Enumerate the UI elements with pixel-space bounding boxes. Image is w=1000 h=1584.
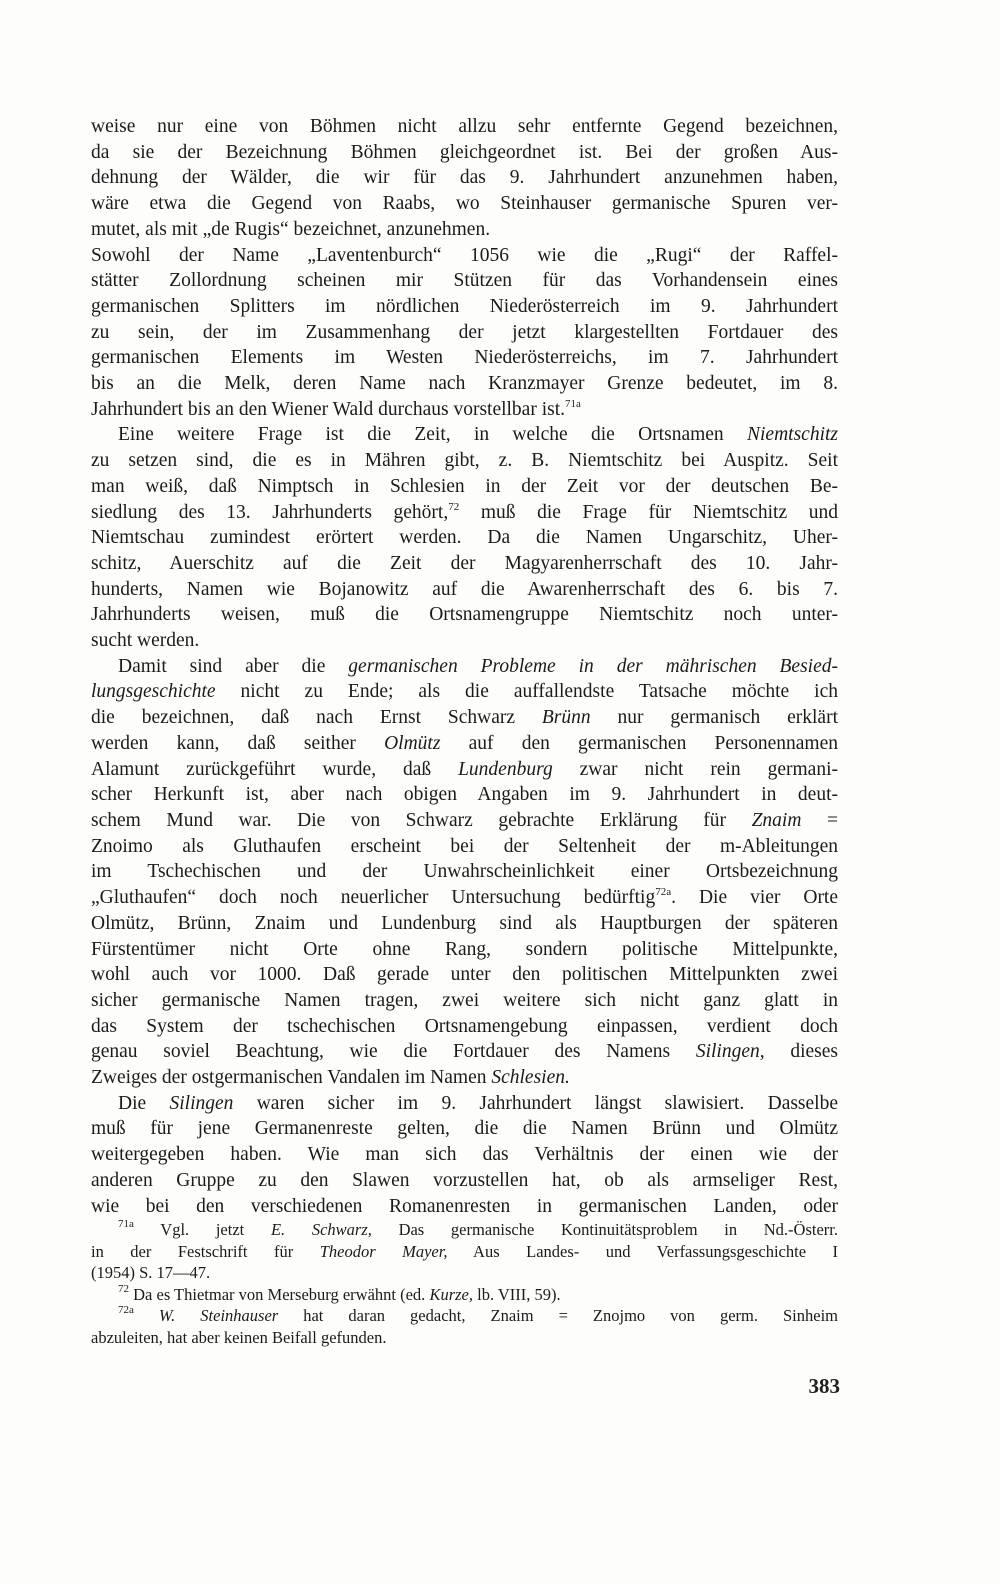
text-line xyxy=(91,1091,838,1117)
paragraph-5 xyxy=(91,1091,838,1220)
footnote-line xyxy=(91,1241,838,1263)
paragraph-1 xyxy=(91,114,838,243)
italic-term: Theodor Mayer, xyxy=(319,1241,448,1261)
line-text: genau soviel Beachtung, wie die Fortdauer des Namens xyxy=(91,1041,696,1063)
text-line: bis an die Melk, deren Name nach Kranzmayer Grenze bedeutet, im 8. xyxy=(91,373,838,395)
footnote-ref: 71a xyxy=(565,397,581,410)
italic-term: Brünn xyxy=(541,707,591,729)
text-line: da sie der Bezeichnung Böhmen gleichgeordnet ist. Bei der großen Aus- xyxy=(91,141,838,163)
footnote-72a xyxy=(91,1305,838,1348)
text-line xyxy=(91,654,838,680)
footnote-text: Das germanische Kontinuitätsproblem in Nd.-Österr. xyxy=(371,1220,838,1239)
text-line: schitz, Auerschitz auf die Zeit der Magyarenherrschaft des 10. Jahr- xyxy=(91,552,838,574)
text-line xyxy=(91,1065,838,1091)
text-line xyxy=(91,705,838,731)
text-line: stätter Zollordnung scheinen mir Stützen für das Vorhandensein eines xyxy=(91,270,838,292)
text-line: anderen Gruppe zu den Slawen vorzustellen hat, ob als armseliger Rest, xyxy=(91,1169,838,1191)
footnote-line xyxy=(91,1219,838,1241)
line-text: Damit sind aber die xyxy=(118,655,349,677)
text-line: Fürstentümer nicht Orte ohne Rang, sondern politische Mittelpunkte, xyxy=(91,938,838,960)
text-line: weitergegeben haben. Wie man sich das Verhältnis der einen wie der xyxy=(91,1144,838,1166)
text-line xyxy=(91,885,838,911)
text-line: dehnung der Wälder, die wir für das 9. Jahrhundert anzunehmen haben, xyxy=(91,167,838,189)
text-line: muß für jene Germanenreste gelten, die die Namen Brünn und Olmütz xyxy=(91,1118,838,1140)
italic-term: Schlesien. xyxy=(491,1067,570,1089)
line-text: „Gluthaufen“ doch noch neuerlicher Untersuchung bedürftig xyxy=(91,887,656,909)
line-text: Zweiges der ostgermanischen Vandalen im Namen xyxy=(91,1067,492,1089)
line-text: auf den germanischen Personennamen xyxy=(440,732,838,754)
text-line xyxy=(91,397,838,423)
text-line: im Tschechischen und der Unwahrscheinlichkeit einer Ortsbezeichnung xyxy=(91,861,838,883)
text-line: sucht werden. xyxy=(91,630,200,652)
footnote-text: lb. VIII, 59). xyxy=(472,1284,561,1304)
text-line: das System der tschechischen Ortsnamengebung einpassen, verdient doch xyxy=(91,1015,838,1037)
paragraph-3 xyxy=(91,422,838,653)
italic-term: Olmütz xyxy=(384,732,441,754)
footnote-text: in der Festschrift für xyxy=(91,1241,320,1261)
line-text: werden kann, daß seither xyxy=(91,732,385,754)
paragraph-2 xyxy=(91,243,838,423)
text-line xyxy=(91,757,838,783)
text-line: germanischen Splitters im nördlichen Niederösterreich im 9. Jahrhundert xyxy=(91,295,838,317)
text-line xyxy=(91,1039,838,1065)
italic-term: Znaim xyxy=(751,809,802,831)
text-line: wäre etwa die Gegend von Raabs, wo Steinhauser germanische Spuren ver- xyxy=(91,193,838,215)
text-line: germanischen Elements im Westen Niederösterreichs, im 7. Jahrhundert xyxy=(91,347,838,369)
text-line: Znoimo als Gluthaufen erscheint bei der Seltenheit der m-Ableitungen xyxy=(91,835,838,857)
main-text xyxy=(91,114,838,1219)
text-line: scher Herkunft ist, aber nach obigen Angaben im 9. Jahrhundert in deut- xyxy=(91,784,838,806)
text-line: wie bei den verschiedenen Romanenresten in germanischen Landen, oder xyxy=(91,1195,838,1217)
line-text: siedlung des 13. Jahrhunderts gehört, xyxy=(91,501,449,523)
page-number: 383 xyxy=(808,1374,840,1398)
line-text: die bezeichnen, daß nach Ernst Schwarz xyxy=(91,707,542,729)
line-text: muß die Frage für Niemtschitz und xyxy=(459,501,838,523)
line-text: schem Mund war. Die von Schwarz gebrachte Erklärung für xyxy=(91,809,752,831)
text-line: weise nur eine von Böhmen nicht allzu sehr entfernte Gegend bezeichnen, xyxy=(91,116,838,137)
footnote-text: hat daran gedacht, Znaim = Znojmo von germ. Sinheim xyxy=(278,1306,839,1325)
footnote-line xyxy=(91,1284,838,1306)
italic-term: germanischen Probleme in der mährischen Besied- xyxy=(348,655,838,677)
paragraph-4 xyxy=(91,654,838,1091)
text-line xyxy=(91,500,838,526)
footnote-text: Aus Landes- und Verfassungsgeschichte I xyxy=(447,1241,839,1261)
italic-term: Silingen, xyxy=(695,1041,765,1063)
italic-term: Kurze, xyxy=(429,1284,473,1304)
text-line: man weiß, daß Nimptsch in Schlesien in der Zeit vor der deutschen Be- xyxy=(91,475,838,497)
italic-term: W. Steinhauser xyxy=(158,1306,279,1325)
line-text: = xyxy=(801,809,839,831)
italic-term: lungsgeschichte xyxy=(91,681,216,703)
text-line: zu sein, der im Zusammenhang der jetzt klargestellten Fortdauer des xyxy=(91,321,838,343)
footnote-text: Da es Thietmar von Merseburg erwähnt (ed. xyxy=(129,1284,430,1304)
italic-term: E. Schwarz, xyxy=(270,1220,372,1239)
footnote-line: abzuleiten, hat aber keinen Beifall gefunden. xyxy=(91,1327,387,1347)
footnote-line xyxy=(91,1305,838,1327)
footnote-ref: 72 xyxy=(448,500,460,513)
text-line: sicher germanische Namen tragen, zwei weitere sich nicht ganz glatt in xyxy=(91,989,838,1011)
footnote-72 xyxy=(91,1284,838,1306)
line-text: zwar nicht rein germani- xyxy=(552,758,838,780)
italic-term: Silingen xyxy=(169,1092,234,1114)
text-line xyxy=(91,731,838,757)
line-text: Alamunt zurückgeführt wurde, daß xyxy=(91,758,459,780)
text-line: mutet, als mit „de Rugis“ bezeichnet, anzunehmen. xyxy=(91,218,491,240)
line-text: nur germanisch erklärt xyxy=(590,707,838,729)
footnote-mark: 72a xyxy=(118,1304,134,1316)
line-text: waren sicher im 9. Jahrhundert längst slawisiert. Dasselbe xyxy=(233,1092,839,1114)
text-line: hunderts, Namen wie Bojanowitz auf die Awarenherrschaft des 6. bis 7. xyxy=(91,578,838,600)
text-line: Sowohl der Name „Laventenburch“ 1056 wie die „Rugi“ der Raffel- xyxy=(91,244,838,266)
footnote-text xyxy=(134,1306,159,1325)
text-line xyxy=(91,422,838,448)
text-line: Niemtschau zumindest erörtert werden. Da die Namen Ungarschitz, Uher- xyxy=(91,527,838,549)
line-text: Jahrhundert bis an den Wiener Wald durchaus vorstellbar ist. xyxy=(91,398,566,420)
footnote-ref: 72a xyxy=(655,886,672,899)
line-text: nicht zu Ende; als die auffallendste Tatsache möchte ich xyxy=(215,681,838,703)
footnote-mark: 72 xyxy=(118,1282,129,1295)
line-text: Eine weitere Frage ist die Zeit, in welche die Ortsnamen xyxy=(118,424,747,446)
line-text: dieses xyxy=(764,1041,838,1063)
footnote-71a xyxy=(91,1219,838,1284)
footnote-mark: 71a xyxy=(118,1218,134,1230)
footnote-text: Vgl. jetzt xyxy=(133,1220,271,1239)
text-line: Jahrhunderts weisen, muß die Ortsnamengruppe Niemtschitz noch unter- xyxy=(91,604,838,626)
italic-term: Niemtschitz xyxy=(747,424,838,446)
line-text: . Die vier Orte xyxy=(671,887,839,909)
line-text: Die xyxy=(118,1092,170,1114)
text-line: zu setzen sind, die es in Mähren gibt, z. B. Niemtschitz bei Auspitz. Seit xyxy=(91,450,838,472)
footnotes xyxy=(91,1219,838,1348)
italic-term: Lundenburg xyxy=(458,758,553,780)
text-line: Olmütz, Brünn, Znaim und Lundenburg sind als Hauptburgen der späteren xyxy=(91,912,838,934)
text-line xyxy=(91,679,838,705)
text-line xyxy=(91,808,838,834)
footnote-line: (1954) S. 17—47. xyxy=(91,1263,211,1282)
text-line: wohl auch vor 1000. Daß gerade unter den politischen Mittelpunkten zwei xyxy=(91,964,838,986)
